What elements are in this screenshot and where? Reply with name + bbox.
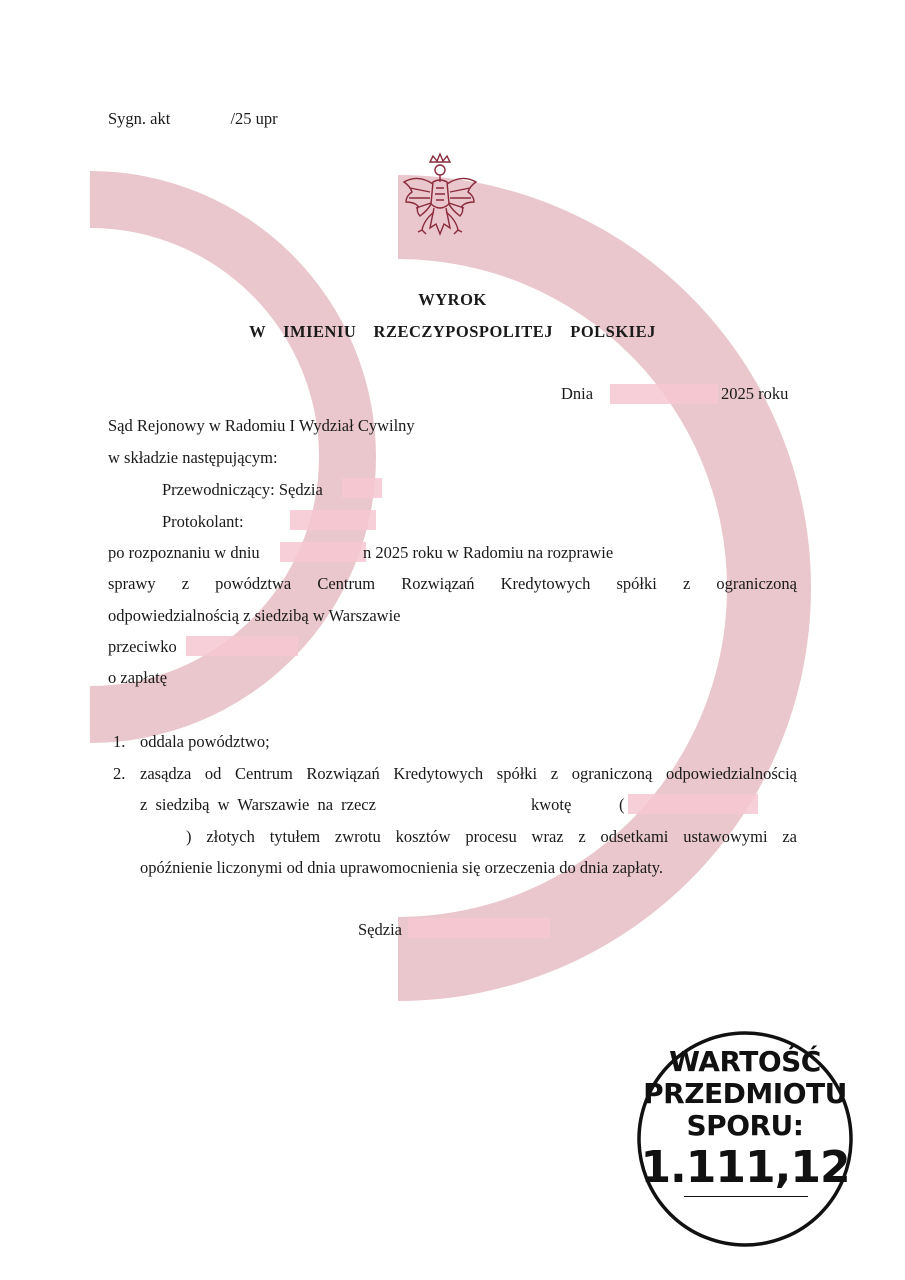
defendant-label: przeciwko <box>108 637 177 656</box>
claim-line-2: odpowiedzialnością z siedzibą w Warszawie <box>108 606 401 625</box>
claim-line-1: sprawy z powództwa Centrum Rozwiązań Kredytowych spółki z ograniczoną <box>108 574 797 593</box>
redaction-hearing-date <box>280 542 366 562</box>
page-subtitle: W IMIENIU RZECZYPOSPOLITEJ POLSKIEJ <box>249 322 656 341</box>
hearing-prefix: po rozpoznaniu w dniu <box>108 543 260 562</box>
court-name: Sąd Rejonowy w Radomiu I Wydział Cywilny <box>108 416 415 435</box>
signature-suffix: /25 upr <box>230 109 278 128</box>
polish-eagle-emblem-icon <box>400 152 480 242</box>
redaction-judge-name <box>342 478 382 498</box>
presiding-judge: Przewodniczący: Sędzia <box>162 480 323 499</box>
ruling-item-2-number: 2. <box>113 764 126 783</box>
redaction-defendant <box>186 636 298 656</box>
ruling-item-2-line-3: ) złotych tytułem zwrotu kosztów procesu wraz z odsetkami ustawowymi za <box>186 827 797 846</box>
badge-line-2: PRZEDMIOTU <box>643 1077 847 1110</box>
date-suffix: 2025 roku <box>721 384 789 403</box>
redaction-clerk-name <box>290 510 376 530</box>
hearing-suffix: n 2025 roku w Radomiu na rozprawie <box>363 543 614 562</box>
signature-prefix: Sygn. akt <box>108 109 171 128</box>
date-prefix: Dnia <box>561 384 594 403</box>
badge-line-1: WARTOŚĆ <box>669 1045 821 1078</box>
ruling-item-1-text: oddala powództwo; <box>140 732 270 751</box>
redaction-amount <box>628 794 758 814</box>
badge-line-3: SPORU: <box>686 1109 804 1142</box>
redaction-date <box>610 384 718 404</box>
ruling-item-2-line-2a: z siedzibą w Warszawie na rzecz <box>140 795 376 814</box>
case-signature <box>108 109 278 129</box>
ruling-item-2-line-2b: kwotę <box>531 795 572 814</box>
judge-signature: Sędzia <box>358 920 402 939</box>
badge-value: 1.111,12 <box>640 1142 850 1193</box>
ruling-item-2-line-2c: ( <box>619 795 625 814</box>
page-title: WYROK <box>418 290 487 309</box>
ruling-item-2-line-4: opóźnienie liczonymi od dnia uprawomocnienia się orzeczenia do dnia zapłaty. <box>140 858 664 877</box>
dispute-value-badge <box>636 1008 854 1270</box>
badge-underline <box>684 1196 808 1197</box>
case-subject: o zapłatę <box>108 668 168 687</box>
court-clerk: Protokolant: <box>162 512 244 531</box>
ruling-item-2-line-1: zasądza od Centrum Rozwiązań Kredytowych spółki z ograniczoną odpowiedzialnością <box>140 764 797 783</box>
court-composition: w składzie następującym: <box>108 448 278 467</box>
redaction-judge-signature <box>408 918 550 938</box>
ruling-item-1-number: 1. <box>113 732 126 751</box>
